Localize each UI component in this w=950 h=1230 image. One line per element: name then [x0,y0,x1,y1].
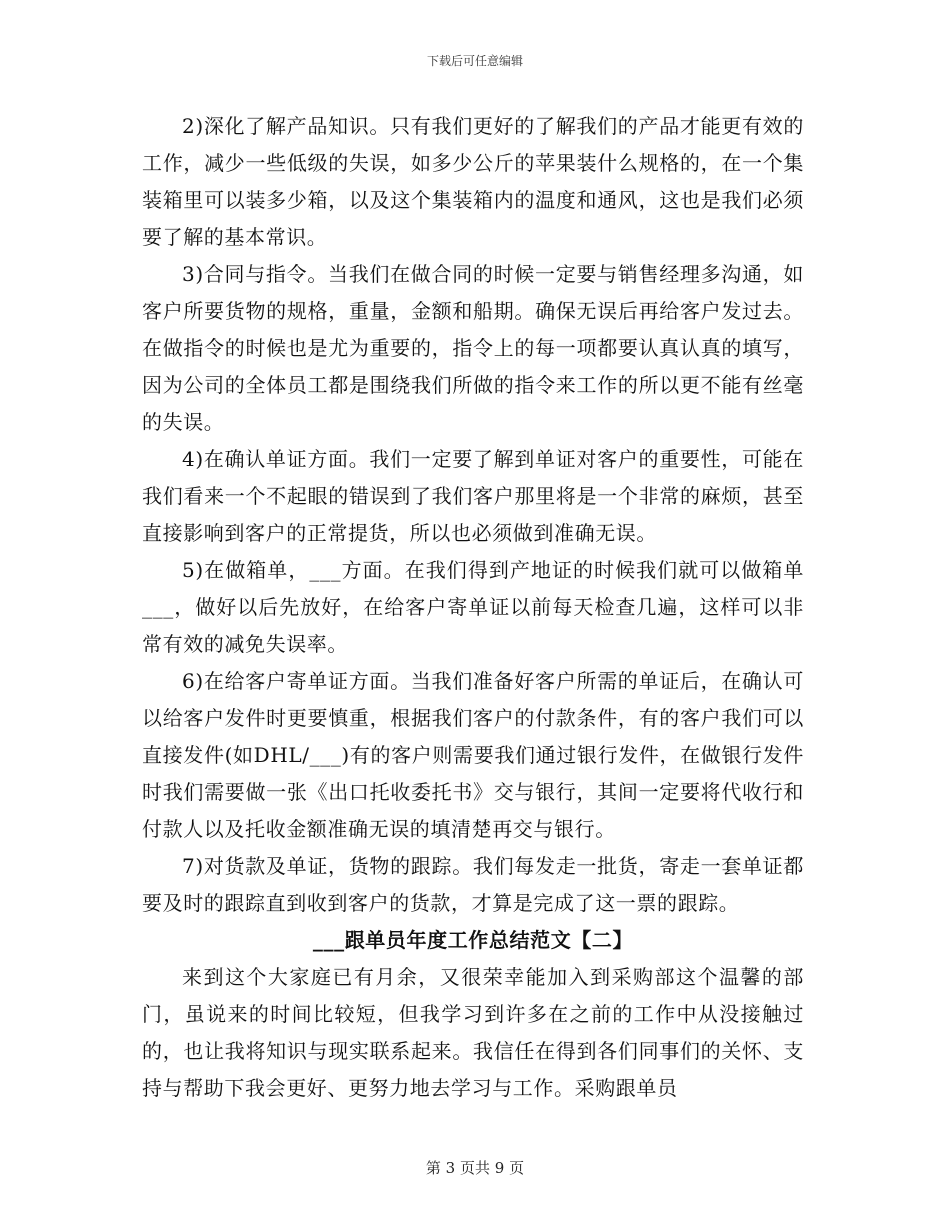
section-heading: ___跟单员年度工作总结范文【二】 [312,928,634,952]
paragraph-6: 6)在给客户寄单证方面。当我们准备好客户所需的单证后，在确认可以给客户发件时更要慎重，根据我们客户的付款条件，有的客户我们可以直接发件(如DHL/___)有的客户则需要我们通过银行发件，在做银行发件时我们需要做一张《出口托收委托书》交与银行，其间一定要将代收行和付款人以及托收金额准确无误的填清楚再交与银行。 [142,669,804,841]
paragraph-4: 4)在确认单证方面。我们一定要了解到单证对客户的重要性，可能在我们看来一个不起眼的错误到了我们客户那里将是一个非常的麻烦，甚至直接影响到客户的正常提货，所以也必须做到准确无误。 [142,447,804,545]
paragraph-5: 5)在做箱单，___方面。在我们得到产地证的时候我们就可以做箱单___，做好以后先放好，在给客户寄单证以前每天检查几遍，这样可以非常有效的减免失误率。 [142,558,804,656]
page-header: 下载后可任意编辑 [426,54,523,68]
paragraph-3: 3)合同与指令。当我们在做合同的时候一定要与销售经理多沟通，如客户所要货物的规格，重量，金额和船期。确保无误后再给客户发过去。在做指令的时候也是尤为重要的，指令上的每一项都要认真认真的填写，因为公司的全体员工都是围绕我们所做的指令来工作的所以更不能有丝毫的失误。 [142,262,804,434]
paragraph-7: 7)对货款及单证，货物的跟踪。我们每发走一批货，寄走一套单证都要及时的跟踪直到收到客户的货款，才算是完成了这一票的跟踪。 [142,854,804,915]
page-footer: 第 3 页共 9 页 [425,1159,525,1177]
document-body [142,108,804,1107]
paragraph-2: 2)深化了解产品知识。只有我们更好的了解我们的产品才能更有效的工作，减少一些低级的失误，如多少公斤的苹果装什么规格的，在一个集装箱里可以装多少箱，以及这个集装箱内的温度和通风，这也是我们必须要了解的基本常识。 [142,114,804,249]
section-paragraph: 来到这个大家庭已有月余，又很荣幸能加入到采购部这个温馨的部门，虽说来的时间比较短，但我学习到许多在之前的工作中从没接触过的，也让我将知识与现实联系起来。我信任在得到各们同事们的关怀、支持与帮助下我会更好、更努力地去学习与工作。采购跟单员 [142,965,804,1100]
